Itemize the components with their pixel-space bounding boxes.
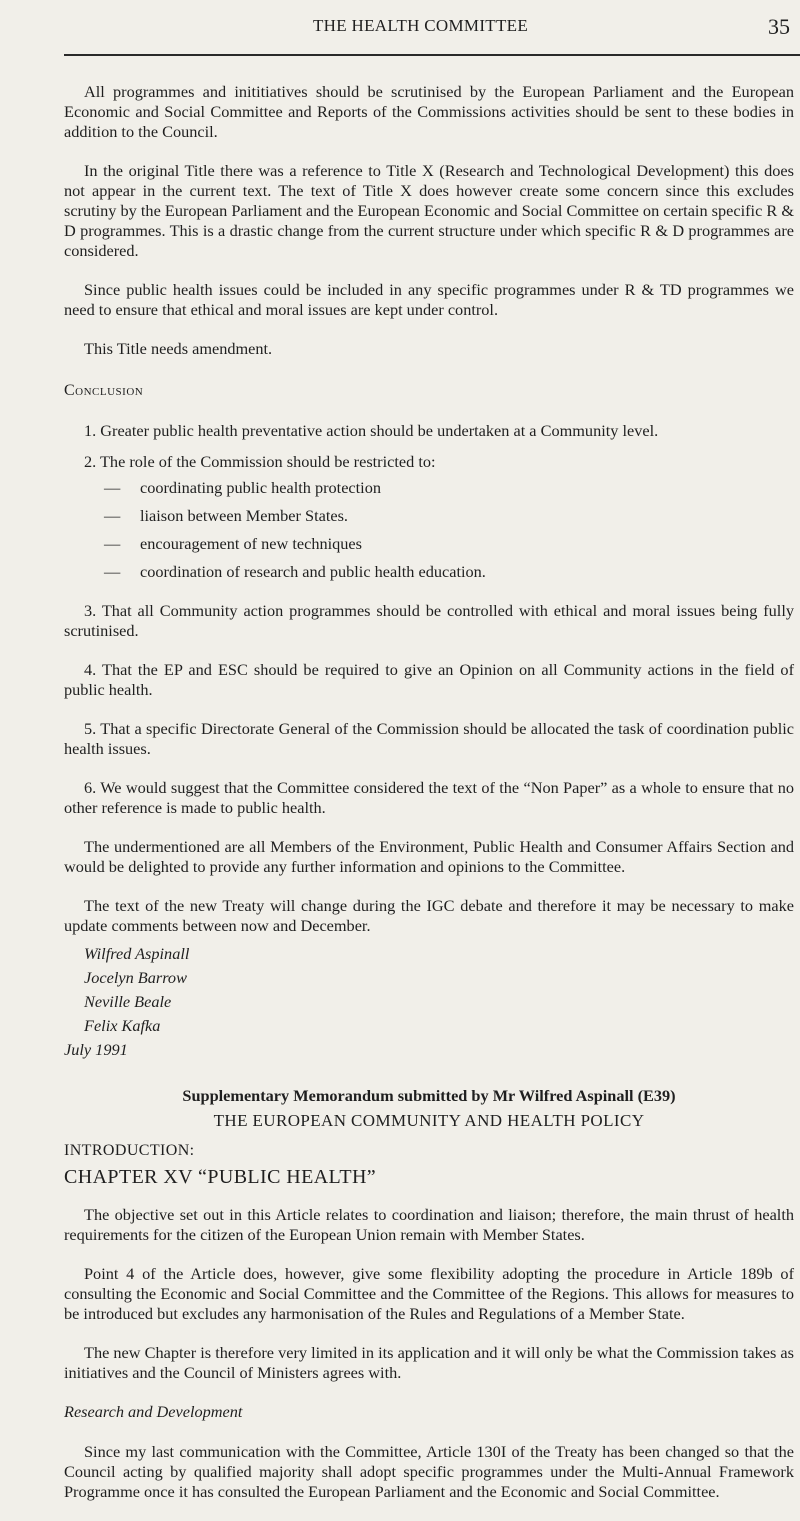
list-item-text: encouragement of new techniques: [140, 534, 362, 553]
conclusion-item: 6. We would suggest that the Committee considered the text of the “Non Paper” as a whole to ensure that no other reference is made to public health.: [64, 778, 794, 817]
conclusion-item: 4. That the EP and ESC should be required to give an Opinion on all Community actions in the field of public health.: [64, 660, 794, 699]
list-item-text: liaison between Member States.: [140, 506, 348, 525]
running-head: THE HEALTH COMMITTEE: [313, 16, 529, 35]
conclusion-item: 2. The role of the Commission should be restricted to:: [84, 452, 436, 471]
conclusion-heading: Conclusion: [64, 382, 144, 399]
list-item: [104, 534, 794, 554]
rd-heading: Research and Development: [64, 1402, 243, 1421]
paragraph: The new Chapter is therefore very limited in its application and it will only be what the Commission takes as initiatives and the Council of Ministers agrees with.: [64, 1343, 794, 1382]
list-item: [104, 562, 794, 582]
signatory: Neville Beale: [84, 992, 172, 1011]
dash-mark: —: [104, 534, 121, 553]
paragraph: This Title needs amendment.: [84, 339, 273, 358]
memo-subtitle: THE EUROPEAN COMMUNITY AND HEALTH POLICY: [213, 1111, 645, 1130]
memo-title: Supplementary Memorandum submitted by Mr Wilfred Aspinall (E39): [182, 1086, 676, 1105]
paragraph: Since my last communication with the Committee, Article 130I of the Treaty has been changed so that the Council acting by qualified majority shall adopt specific programmes under the Multi-Annual Framework Programme once it has consulted the European Parliament and the Economic and Social Committee.: [64, 1442, 794, 1501]
list-item: [104, 506, 794, 526]
intro-heading: INTRODUCTION:: [64, 1142, 195, 1159]
chapter-heading: CHAPTER XV “PUBLIC HEALTH”: [64, 1166, 377, 1188]
list-item-text: coordinating public health protection: [140, 478, 381, 497]
paragraph: Since public health issues could be included in any specific programmes under R & TD programmes we need to ensure that ethical and moral issues are kept under control.: [64, 280, 794, 319]
paragraph: All programmes and inititiatives should be scrutinised by the European Parliament and the European Economic and Social Committee and Reports of the Commissions activities should be sent to these bodies in addition to the Council.: [64, 82, 794, 141]
paragraph: In the original Title there was a reference to Title X (Research and Technological Development) this does not appear in the current text. The text of Title X does however create some concern since this excludes scrutiny by the European Parliament and the European Economic and Social Committee on certain specific R & D programmes. This is a drastic change from the current structure under which specific R & D programmes are considered.: [64, 161, 794, 260]
paragraph: Point 4 of the Article does, however, give some flexibility adopting the procedure in Article 189b of consulting the Economic and Social Committee and the Committee of the Regions. This allows for measures to be introduced but excludes any harmonisation of the Rules and Regulations of a Member State.: [64, 1264, 794, 1323]
signatory: Wilfred Aspinall: [84, 944, 190, 963]
role-list: [64, 478, 794, 582]
signatory: Felix Kafka: [84, 1016, 161, 1035]
dash-mark: —: [104, 506, 121, 525]
conclusion-item: 1. Greater public health preventative action should be undertaken at a Community level.: [84, 421, 659, 440]
list-item: [104, 478, 794, 498]
paragraph: The text of the new Treaty will change during the IGC debate and therefore it may be necessary to make update comments between now and December.: [64, 896, 794, 935]
dash-mark: —: [104, 478, 121, 497]
page-number: 35: [768, 14, 790, 39]
list-item-text: coordination of research and public health education.: [140, 562, 486, 581]
page-body: [64, 82, 794, 1521]
conclusion-item: 5. That a specific Directorate General of the Commission should be allocated the task of coordination public health issues.: [64, 719, 794, 758]
page-header: [0, 16, 800, 42]
signatory: Jocelyn Barrow: [84, 968, 187, 987]
signatory-list: [64, 944, 794, 1036]
conclusion-item: 3. That all Community action programmes should be controlled with ethical and moral issues being fully scrutinised.: [64, 601, 794, 640]
date: July 1991: [64, 1040, 128, 1059]
paragraph: The undermentioned are all Members of the Environment, Public Health and Consumer Affairs Section and would be delighted to provide any further information and opinions to the Committee.: [64, 837, 794, 876]
paragraph: The objective set out in this Article relates to coordination and liaison; therefore, the main thrust of health requirements for the citizen of the European Union remain with Member States.: [64, 1205, 794, 1244]
header-rule: [64, 54, 800, 56]
dash-mark: —: [104, 562, 121, 581]
